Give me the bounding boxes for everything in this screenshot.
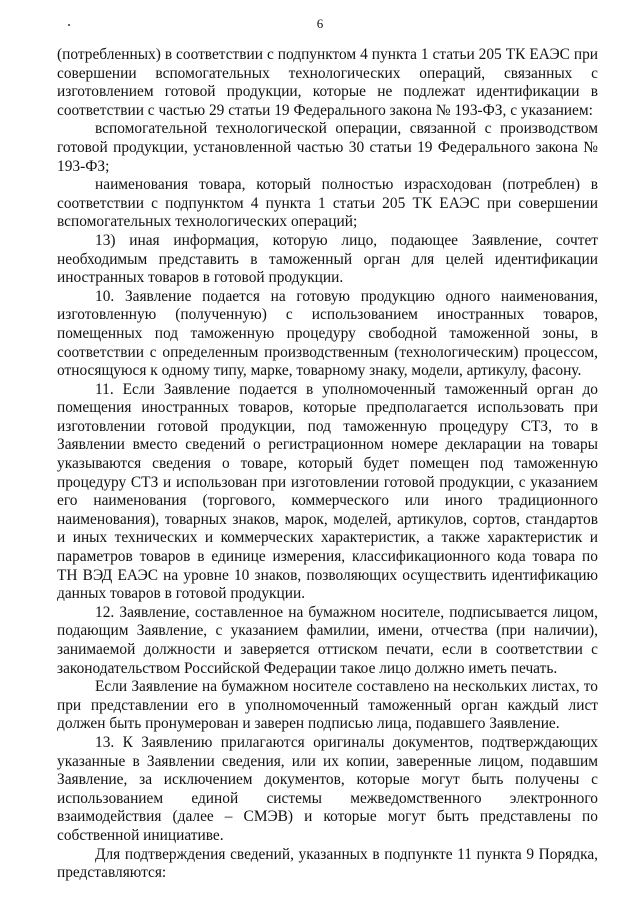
paragraph-clause-11: 11. Если Заявление подается в уполномоченный таможенный орган до помещения иностранных товаров, которые предполагается использовать при изготовлении готовой продукции, под таможенную процедуру СТЗ, то в Заявлении вместо сведений о регистрационном номере декларации на товары указываются сведения о товаре, который будет помещен под таможенную процедуру СТЗ и использован при изготовлении готовой продукции, с указанием его наименования (торгового, коммерческого или иного традиционного наименования), товарных знаков, марок, моделей, артикулов, сортов, стандартов и иных технических и коммерческих характеристик, а также характеристик и параметров товаров в единице измерения, классификационного кода товара по ТН ВЭД ЕАЭС на уровне 10 знаков, позволяющих осуществить идентификацию данных товаров в готовой продукции. (57, 380, 598, 603)
page-number: 6 (316, 16, 324, 31)
paragraph-clause-13: 13. К Заявлению прилагаются оригиналы документов, подтверждающих указанные в Заявлении сведения, или их копии, заверенные лицом, подавшим Заявление, за исключением документов, которые могут быть получены с использованием единой системы межведомственного электронного взаимодействия (далее – СМЭВ) и которые могут быть представлены по собственной инициативе. (57, 733, 598, 844)
paragraph-confirmation: Для подтверждения сведений, указанных в подпункте 11 пункта 9 Порядка, представляются: (57, 845, 598, 882)
document-body (57, 46, 598, 883)
paragraph-multi-sheet: Если Заявление на бумажном носителе составлено на нескольких листах, то при представлении его в уполномоченный таможенный орган каждый лист должен быть пронумерован и заверен подписью лица, подавшего Заявление. (57, 678, 598, 733)
paragraph-clause-10: 10. Заявление подается на готовую продукцию одного наименования, изготовленную (полученную) с использованием иностранных товаров, помещенных под таможенную процедуру свободной таможенной зоны, в соответствии с определенным производственным (технологическим) процессом, относящуюся к одному типу, марке, товарному знаку, модели, артикулу, фасону. (57, 287, 598, 380)
paragraph-item-13: 13) иная информация, которую лицо, подающее Заявление, сочтет необходимым представить в таможенный орган для целей идентификации иностранных товаров в готовой продукции. (57, 231, 598, 287)
paragraph-goods-name: наименования товара, который полностью израсходован (потреблен) в соответствии с подпунктом 4 пункта 1 статьи 205 ТК ЕАЭС при совершении вспомогательных технологических операций; (57, 176, 598, 231)
paragraph-continuation: (потребленных) в соответствии с подпунктом 4 пункта 1 статьи 205 ТК ЕАЭС при совершении вспомогательных технологических операций, связанных с изготовлением готовой продукции, которые не подлежат идентификации в соответствии с частью 29 статьи 19 Федерального закона № 193-ФЗ, с указанием: (57, 46, 598, 119)
paragraph-clause-12: 12. Заявление, составленное на бумажном носителе, подписывается лицом, подающим Заявление, с указанием фамилии, имени, отчества (при наличии), занимаемой должности и заверяется оттиском печати, если в соответствии с законодательством Российской Федерации такое лицо должно иметь печать. (57, 603, 598, 677)
paragraph-auxiliary-operation: вспомогательной технологической операции, связанной с производством готовой продукции, установленной частью 30 статьи 19 Федерального закона № 193-ФЗ; (57, 120, 598, 175)
